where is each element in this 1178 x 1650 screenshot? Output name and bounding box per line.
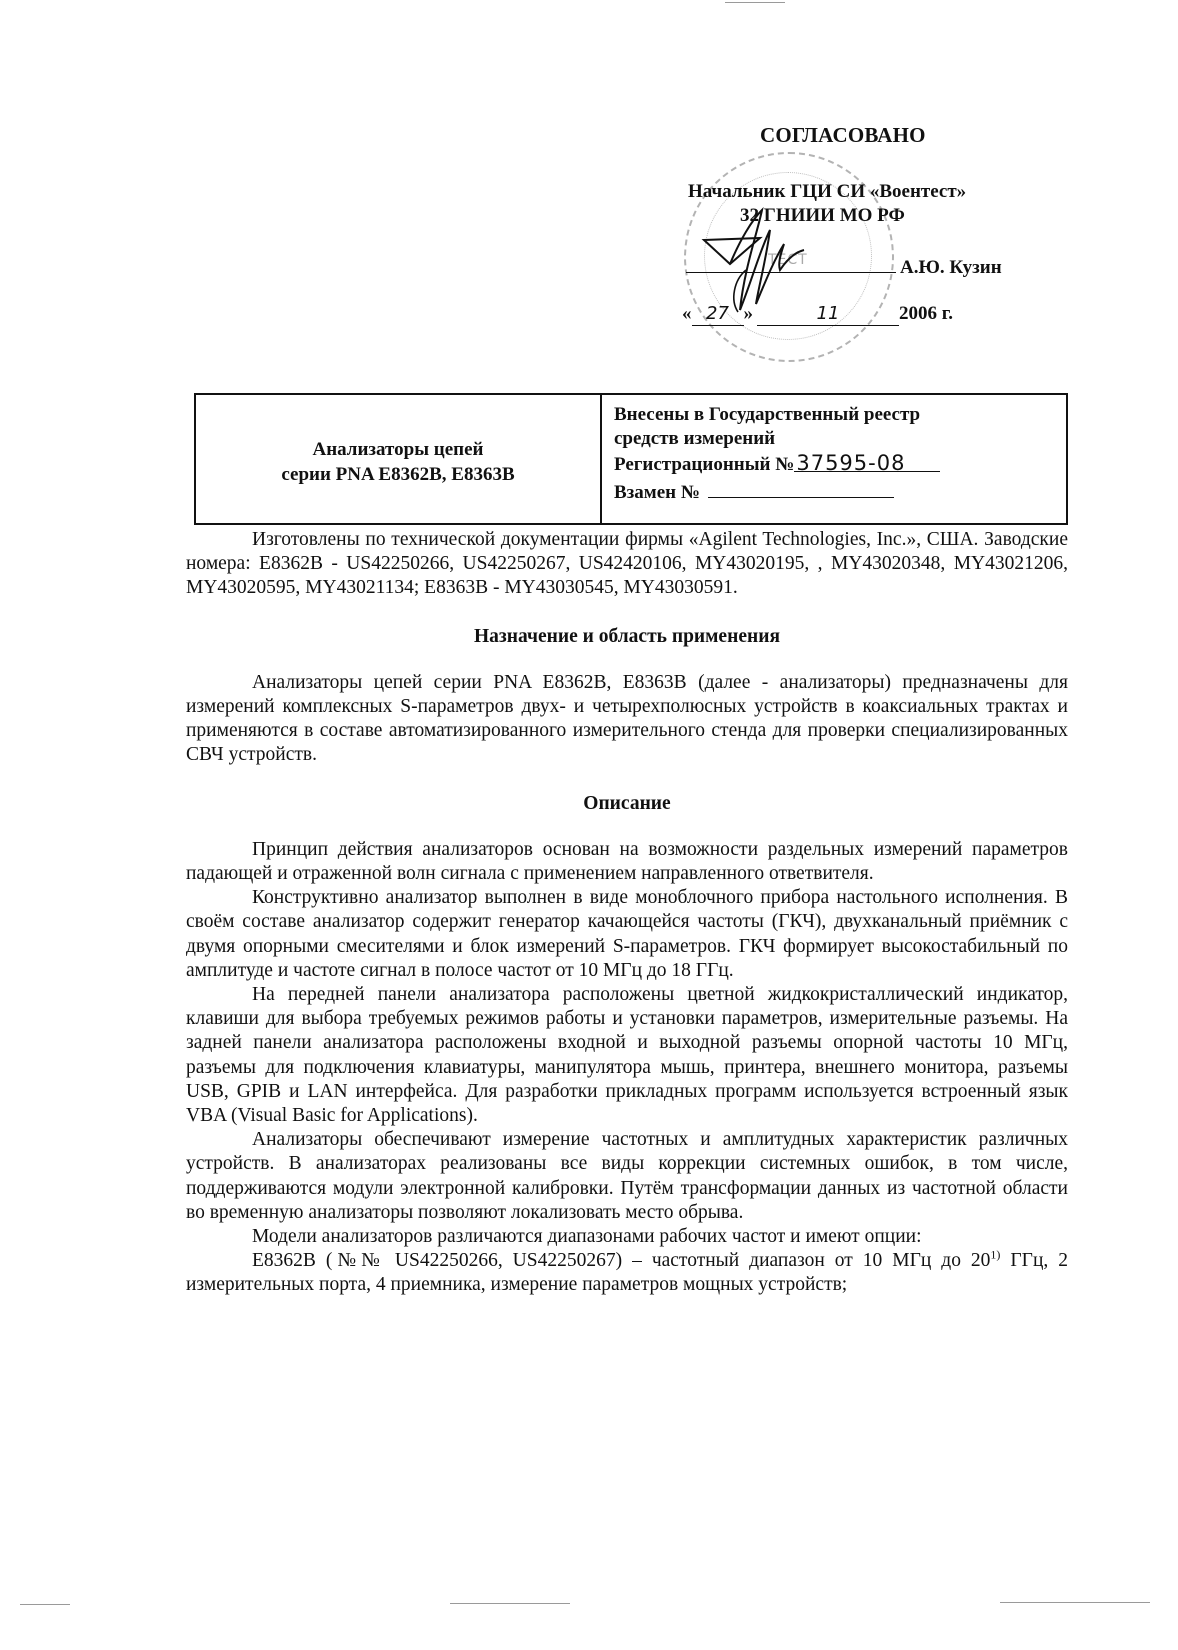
manufacturing-paragraph: Изготовлены по технической документации фирмы «Agilent Technologies, Inc.», США. Заводские номера: E8362B - US42250266, US42250267, US42420106, MY43020195, , MY43020348, MY43021206, MY43020595, MY43021134; E8363B - MY43030545, MY43030591. (186, 529, 1068, 599)
scan-artifact (725, 2, 785, 3)
description-paragraph-construction: Конструктивно анализатор выполнен в виде моноблочного прибора настольного исполнения. В своём составе анализатор содержит генератор качающейся частоты (ГКЧ), двухканальный приёмник с двумя опорными смесителями и блок измерений S-параметров. ГКЧ формирует высокостабильный по амплитуде и частоте сигнал в полосе частот от 10 МГц до 18 ГГц. (186, 887, 1068, 981)
replace-number (708, 477, 894, 498)
approval-title: СОГЛАСОВАНО (760, 123, 926, 147)
registration-number: 37595-08 (794, 451, 940, 472)
section-heading-purpose: Назначение и область применения (473, 625, 780, 647)
scan-artifact (500, 1603, 570, 1604)
model-e8362b-text-cont: ГГц, 2 измерительных порта, 4 приемника, измерение параметров мощных устройств; (186, 1250, 1068, 1296)
replace-number-label: Взамен № (614, 482, 700, 503)
scan-artifact (1000, 1602, 1150, 1603)
footnote-marker: 1) (990, 1247, 1001, 1262)
registry-line1: Внесены в Государственный реестр (614, 404, 921, 425)
signature-underline (686, 254, 896, 273)
purpose-paragraph: Анализаторы цепей серии PNA E8362B, E8363B (далее - анализаторы) предназначены для измерений комплексных S-параметров двух- и четырехполюсных устройств в коаксиальных трактах и применяются в составе автоматизированного измерительного стенда для проверки специализированных СВЧ устройств. (186, 671, 1068, 766)
date-year: 2006 г. (899, 303, 953, 324)
description-paragraph-panels: На передней панели анализатора расположены цветной жидкокристаллический индикатор, клавиши для выбора требуемых режимов работы и установки параметров, измерительные разъемы. На задней панели анализатора расположены входной и выходной разъемы опорной частоты 10 МГц, разъемы для подключения клавиатуры, манипулятора мышь, принтера, внешнего монитора, разъемы USB, GPIB и LAN интерфейса. Для разработки прикладных программ используется встроенный язык VBA (Visual Basic for Applications). (186, 984, 1068, 1127)
description-paragraph-capabilities: Анализаторы обеспечивают измерение частотных и амплитудных характеристик различных устройств. В анализаторах реализованы все виды коррекции системных ошибок, в том числе, поддерживаются модули электронной калибровки. Путём трансформации данных из частотной области во временную анализаторы позволяют локализовать место обрыва. (186, 1129, 1068, 1223)
model-e8362b-text: E8362B (№№ US42250266, US42250267) – частотный диапазон от 10 МГц до 20 (252, 1250, 991, 1272)
registry-cell (602, 395, 1066, 523)
description-paragraph-models: Модели анализаторов различаются диапазонами рабочих частот и имеют опции: (252, 1226, 922, 1248)
date-open-quote: « (682, 303, 692, 324)
model-e8362b-paragraph (186, 1249, 1068, 1297)
document-body (186, 528, 1068, 1298)
approval-date (682, 302, 953, 326)
section-heading-description: Описание (583, 792, 671, 814)
product-name-cell (196, 395, 602, 523)
approver-position: Начальник ГЦИ СИ «Воентест» (688, 181, 967, 202)
date-close-quote: » (743, 303, 753, 324)
product-name-line2: серии PNA E8362B, E8363B (281, 464, 515, 485)
scan-artifact (20, 1604, 70, 1605)
date-day: 27 (692, 302, 744, 326)
product-name-line1: Анализаторы цепей (312, 439, 484, 460)
signer-line (660, 254, 1020, 279)
registry-line2: средств измерений (614, 428, 776, 449)
registration-number-label: Регистрационный № (614, 454, 795, 475)
description-paragraph-principle: Принцип действия анализаторов основан на возможности раздельных измерений параметров падающей и отраженной волн сигнала с применением направленного ответвителя. (186, 838, 1068, 885)
replace-number-row (614, 477, 1066, 505)
approver-organization: 32 ГНИИИ МО РФ (740, 205, 905, 226)
signer-name: А.Ю. Кузин (900, 257, 1002, 278)
stamp-text: ТЕСТ (768, 252, 808, 268)
date-month: 11 (757, 302, 899, 326)
registration-number-row (614, 451, 1066, 477)
registration-table (194, 393, 1068, 525)
